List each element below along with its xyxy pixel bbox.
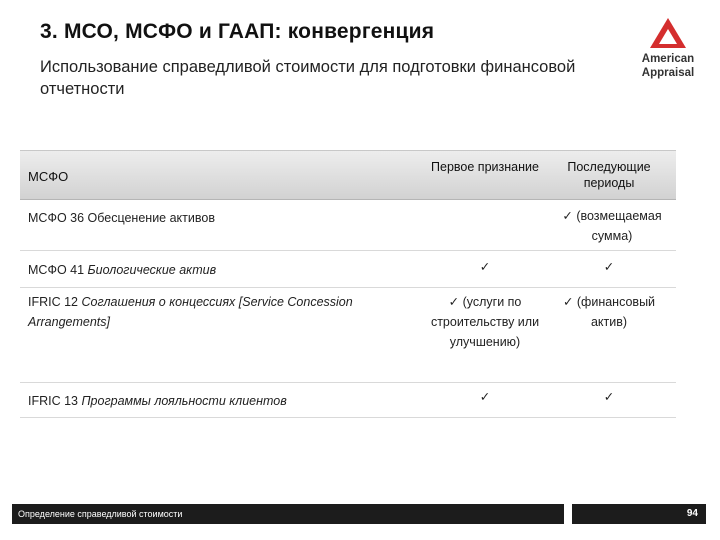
- footer-text: Определение справедливой стоимости: [18, 509, 183, 519]
- row-standard-name: [28, 391, 287, 411]
- row-standard-name: [28, 208, 215, 228]
- header-initial-recognition: Первое признание: [431, 160, 539, 174]
- row-standard-code: IFRIC 12: [28, 295, 79, 309]
- triangle-logo-icon: [648, 16, 688, 50]
- table-row: [20, 200, 676, 251]
- table-header-row: [20, 150, 676, 200]
- row-subsequent-value: ✓: [603, 390, 615, 404]
- row-standard-title: Биологические актив: [84, 263, 217, 277]
- row-initial-value: ✓ (услуги по строительству или улучшению): [430, 295, 540, 349]
- row-standard-code: МСФО 41: [28, 263, 85, 277]
- table-row: [20, 383, 676, 418]
- row-subsequent-value: ✓: [603, 260, 615, 274]
- row-initial-value: ✓: [479, 390, 491, 404]
- row-subsequent-value: ✓ (финансовый актив): [562, 295, 656, 329]
- header-standard: МСФО: [28, 169, 69, 184]
- row-standard-code: IFRIC 13: [28, 394, 79, 408]
- header-subsequent-periods: Последующие периоды: [567, 160, 651, 190]
- logo-line-1: American: [641, 53, 695, 65]
- row-standard-name: [28, 292, 418, 332]
- table-row: [20, 251, 676, 288]
- page-number-box: [572, 504, 706, 524]
- logo-wordmark: [630, 52, 706, 80]
- company-logo: [630, 16, 706, 86]
- slide-subtitle: Использование справедливой стоимости для подготовки финансовой отчетности: [40, 58, 576, 98]
- row-standard-title: Программы лояльности клиентов: [78, 394, 287, 408]
- footer-bar: [12, 504, 564, 524]
- logo-line-2: Appraisal: [641, 67, 695, 79]
- row-subsequent-value: ✓ (возмещаемая сумма): [562, 209, 662, 243]
- row-standard-name: [28, 260, 216, 280]
- row-standard-code: МСФО 36: [28, 211, 85, 225]
- slide-title: 3. МСО, МСФО и ГААП: конвергенция: [40, 20, 435, 43]
- page-number: 94: [686, 508, 698, 519]
- convergence-table: [20, 150, 676, 418]
- row-standard-title: Обесценение активов: [84, 211, 215, 225]
- table-row: [20, 288, 676, 383]
- row-standard-title: Соглашения о концессиях [Service Concession Arrangements]: [28, 295, 353, 329]
- row-initial-value: ✓: [479, 260, 491, 274]
